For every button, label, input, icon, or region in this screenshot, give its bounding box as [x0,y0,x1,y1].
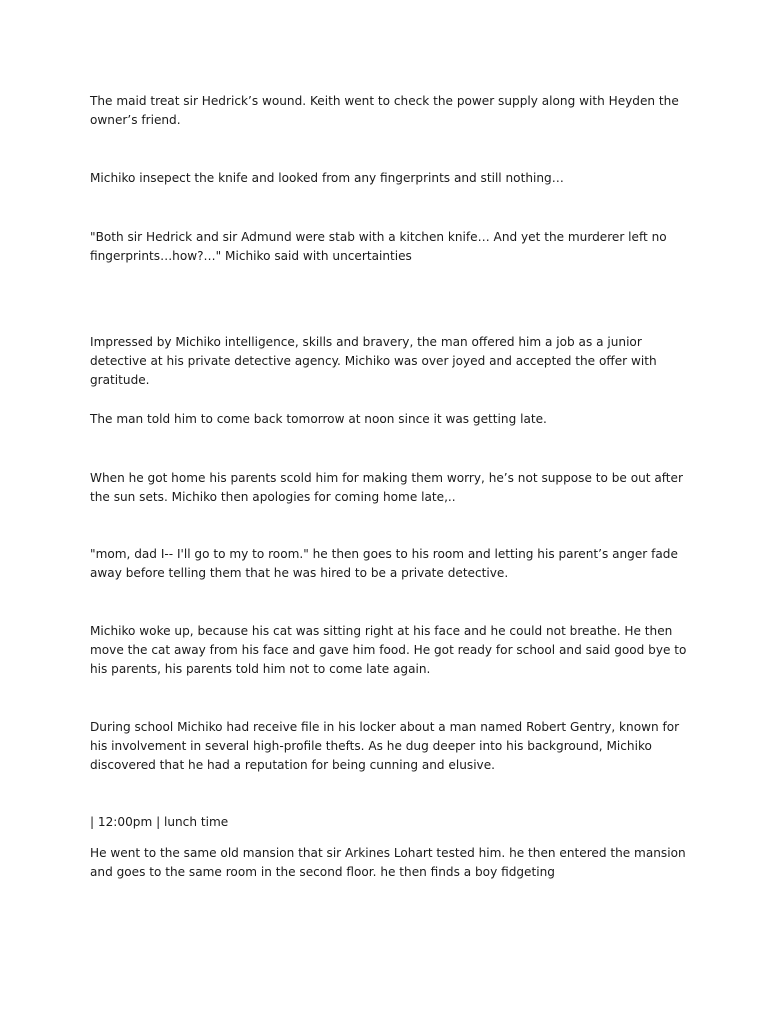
paragraph: Impressed by Michiko intelligence, skills and bravery, the man offered him a job as a junior detective at his private detective agency. Michiko was over joyed and accepted the offer with gratitude. [90,335,657,387]
paragraph: The man told him to come back tomorrow at noon since it was getting late. [90,412,547,426]
paragraph: During school Michiko had receive file in his locker about a man named Robert Gentry, known for his involvement in several high-profile thefts. As he dug deeper into his background, Michiko discovered that he had a reputation for being cunning and elusive. [90,720,680,772]
paragraph: The maid treat sir Hedrick’s wound. Keith went to check the power supply along with Heyden the owner’s friend. [90,94,679,127]
paragraph: "mom, dad I-- I'll go to my to room." he then goes to his room and letting his parent’s anger fade away before telling them that he was hired to be a private detective. [90,547,678,580]
paragraph: Michiko insepect the knife and looked from any fingerprints and still nothing… [90,171,564,185]
timestamp-heading: | 12:00pm | lunch time [90,815,229,829]
paragraph: "Both sir Hedrick and sir Admund were stab with a kitchen knife… And yet the murderer left no fingerprints…how?…" Michiko said with uncertainties [90,230,667,263]
paragraph: When he got home his parents scold him for making them worry, he’s not suppose to be out after the sun sets. Michiko then apologies for coming home late,.. [90,471,683,504]
paragraph: Michiko woke up, because his cat was sitting right at his face and he could not breathe. He then move the cat away from his face and gave him food. He got ready for school and said good bye to his parents, his parents told him not to come late again. [90,624,687,676]
paragraph: He went to the same old mansion that sir Arkines Lohart tested him. he then entered the mansion and goes to the same room in the second floor. he then finds a boy fidgeting [90,846,686,879]
